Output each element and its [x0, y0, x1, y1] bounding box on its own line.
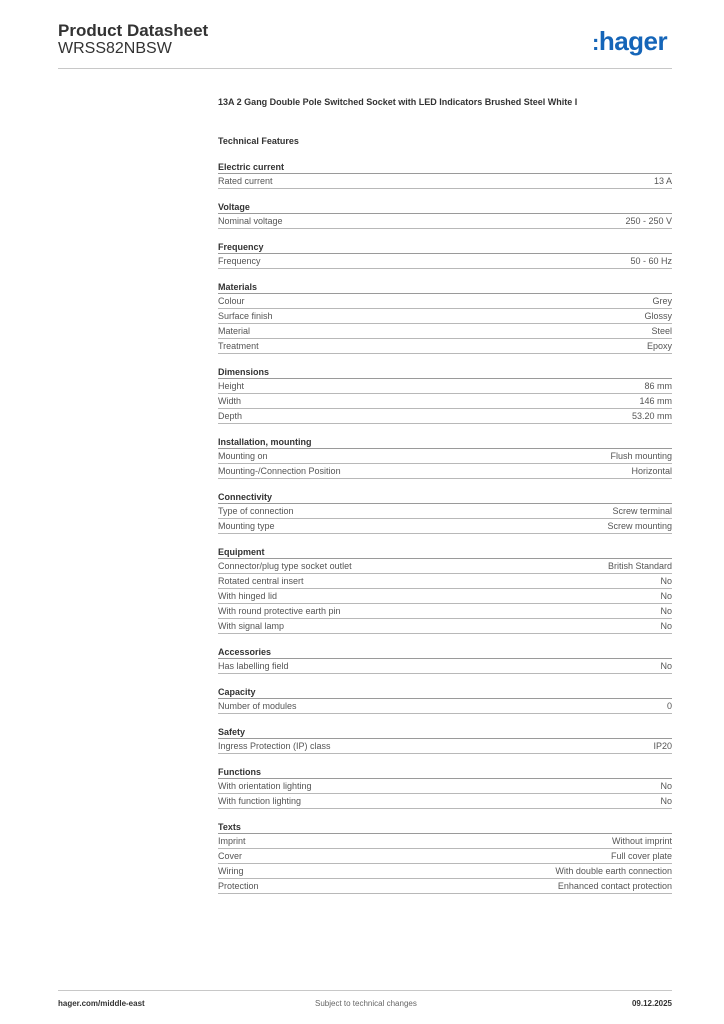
- spec-value: Screw mounting: [607, 521, 672, 531]
- spec-label: With signal lamp: [218, 621, 285, 631]
- spec-row: [218, 294, 672, 309]
- spec-row: [218, 409, 672, 424]
- spec-label: Width: [218, 396, 242, 406]
- section-title: Electric current: [218, 161, 672, 174]
- spec-row: [218, 504, 672, 519]
- footer-date: 09.12.2025: [631, 999, 672, 1008]
- spec-row: [218, 659, 672, 674]
- spec-row: [218, 339, 672, 354]
- spec-row: [218, 794, 672, 809]
- spec-row: [218, 879, 672, 894]
- spec-label: Ingress Protection (IP) class: [218, 741, 331, 751]
- spec-value: 50 - 60 Hz: [630, 256, 672, 266]
- spec-value: No: [660, 661, 672, 671]
- spec-value: Full cover plate: [610, 851, 672, 861]
- logo-text: hager: [598, 26, 668, 56]
- product-code: WRSS82NBSW: [58, 40, 172, 57]
- section-title: Voltage: [218, 201, 672, 214]
- spec-label: Rotated central insert: [218, 576, 304, 586]
- spec-label: Cover: [218, 851, 243, 861]
- spec-row: [218, 309, 672, 324]
- spec-label: Rated current: [218, 176, 273, 186]
- spec-label: With round protective earth pin: [218, 606, 341, 616]
- spec-value: No: [660, 606, 672, 616]
- spec-section: [218, 241, 672, 269]
- spec-value: Enhanced contact protection: [557, 881, 672, 891]
- spec-row: [218, 394, 672, 409]
- logo-mark-icon: :: [592, 30, 599, 55]
- spec-row: [218, 254, 672, 269]
- section-title: Connectivity: [218, 491, 672, 504]
- page-title: Product Datasheet: [58, 21, 209, 40]
- spec-label: Surface finish: [218, 311, 273, 321]
- spec-value: 13 A: [653, 176, 672, 186]
- spec-row: [218, 699, 672, 714]
- spec-label: Mounting type: [218, 521, 275, 531]
- spec-section: [218, 546, 672, 634]
- spec-value: No: [660, 781, 672, 791]
- spec-label: Mounting on: [218, 451, 268, 461]
- spec-row: [218, 574, 672, 589]
- spec-value: No: [660, 591, 672, 601]
- spec-label: Type of connection: [218, 506, 294, 516]
- spec-row: [218, 834, 672, 849]
- spec-value: Steel: [651, 326, 672, 336]
- section-title: Equipment: [218, 546, 672, 559]
- spec-row: [218, 519, 672, 534]
- section-title: Capacity: [218, 686, 672, 699]
- spec-section: [218, 766, 672, 809]
- spec-value: With double earth connection: [555, 866, 672, 876]
- spec-value: No: [660, 621, 672, 631]
- spec-section: [218, 366, 672, 424]
- spec-label: Material: [218, 326, 251, 336]
- spec-label: With hinged lid: [218, 591, 278, 601]
- spec-row: [218, 739, 672, 754]
- section-title: Frequency: [218, 241, 672, 254]
- spec-row: [218, 604, 672, 619]
- technical-features-heading: Technical Features: [218, 136, 299, 146]
- spec-value: IP20: [653, 741, 672, 751]
- spec-label: With function lighting: [218, 796, 302, 806]
- spec-value: Glossy: [644, 311, 672, 321]
- spec-label: Wiring: [218, 866, 244, 876]
- spec-section: [218, 281, 672, 354]
- spec-value: Grey: [652, 296, 672, 306]
- header-divider: [58, 68, 672, 69]
- spec-value: 53.20 mm: [631, 411, 672, 421]
- spec-section: [218, 686, 672, 714]
- spec-value: 86 mm: [644, 381, 672, 391]
- spec-section: [218, 726, 672, 754]
- spec-label: Protection: [218, 881, 259, 891]
- spec-row: [218, 779, 672, 794]
- spec-row: [218, 619, 672, 634]
- spec-value: British Standard: [607, 561, 672, 571]
- spec-label: Height: [218, 381, 245, 391]
- hager-logo: [592, 26, 667, 57]
- spec-section: [218, 161, 672, 189]
- spec-section: [218, 436, 672, 479]
- spec-label: With orientation lighting: [218, 781, 312, 791]
- spec-section: [218, 491, 672, 534]
- spec-row: [218, 449, 672, 464]
- section-title: Dimensions: [218, 366, 672, 379]
- spec-row: [218, 589, 672, 604]
- spec-value: No: [660, 576, 672, 586]
- spec-label: Has labelling field: [218, 661, 289, 671]
- spec-label: Nominal voltage: [218, 216, 283, 226]
- spec-value: Flush mounting: [610, 451, 672, 461]
- spec-label: Mounting-/Connection Position: [218, 466, 341, 476]
- spec-section: [218, 646, 672, 674]
- product-title: 13A 2 Gang Double Pole Switched Socket with LED Indicators Brushed Steel White I: [218, 97, 578, 107]
- spec-value: Screw terminal: [612, 506, 672, 516]
- spec-label: Depth: [218, 411, 243, 421]
- spec-value: 146 mm: [639, 396, 672, 406]
- spec-label: Connector/plug type socket outlet: [218, 561, 352, 571]
- spec-row: [218, 849, 672, 864]
- spec-row: [218, 559, 672, 574]
- spec-row: [218, 864, 672, 879]
- footer-notice: Subject to technical changes: [315, 999, 417, 1008]
- spec-value: No: [660, 796, 672, 806]
- section-title: Installation, mounting: [218, 436, 672, 449]
- spec-value: Epoxy: [646, 341, 672, 351]
- spec-row: [218, 174, 672, 189]
- spec-value: Horizontal: [631, 466, 672, 476]
- section-title: Materials: [218, 281, 672, 294]
- spec-value: 0: [666, 701, 672, 711]
- datasheet-content: [218, 96, 672, 906]
- footer-website-link[interactable]: hager.com/middle-east: [58, 999, 145, 1008]
- spec-sections: [218, 161, 672, 894]
- footer-divider: [58, 990, 672, 991]
- section-title: Safety: [218, 726, 672, 739]
- spec-row: [218, 464, 672, 479]
- spec-value: Without imprint: [611, 836, 672, 846]
- section-title: Functions: [218, 766, 672, 779]
- spec-section: [218, 201, 672, 229]
- spec-section: [218, 821, 672, 894]
- spec-label: Treatment: [218, 341, 259, 351]
- section-title: Accessories: [218, 646, 672, 659]
- spec-row: [218, 379, 672, 394]
- spec-value: 250 - 250 V: [625, 216, 672, 226]
- spec-label: Colour: [218, 296, 245, 306]
- spec-row: [218, 214, 672, 229]
- spec-label: Number of modules: [218, 701, 297, 711]
- spec-row: [218, 324, 672, 339]
- section-title: Texts: [218, 821, 672, 834]
- spec-label: Frequency: [218, 256, 261, 266]
- spec-label: Imprint: [218, 836, 246, 846]
